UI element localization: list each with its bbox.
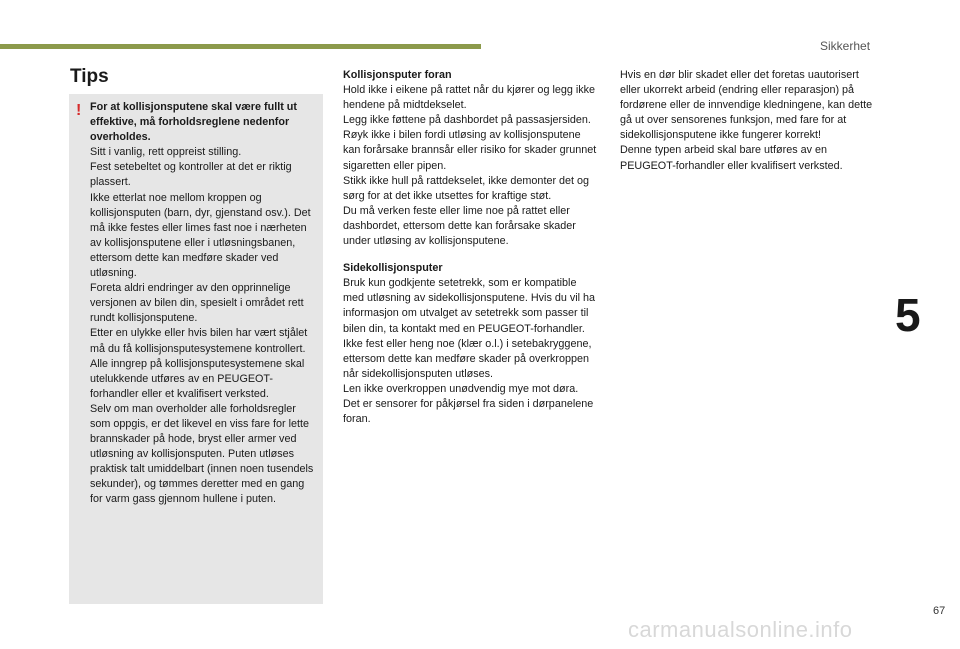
door-damage-body: Hvis en dør blir skadet eller det foretas uautorisert eller ukorrekt arbeid (endring eller reparasjon) på fordørene eller de innvendige kledningene, kan dette gå ut over sensorenes funksjon, med fare for at sidekollisjonsputene ikke fungerer korrekt! Denne typen arbeid skal bare utføres av en PEUGEOT-forhandler eller kvalifisert verksted. bbox=[620, 69, 873, 172]
warning-icon: ! bbox=[76, 102, 82, 119]
tips-body: Sitt i vanlig, rett oppreist stilling. Fest setebeltet og kontroller at det er riktig plassert. Ikke etterlat noe mellom kroppen og kollisjonsputen (barn, dyr, gjenstand osv.). Det må ikke festes eller limes fast noe i nærheten av kollisjonsputene eller i utløsningsbanen, ettersom dette kan medføre skader ved utløsning. Foreta aldri endringer av den opprinnelige versjonen av bilen din, spesielt i området rett rundt kollisjonsputene. Etter en ulykke eller hvis bilen har vært stjålet må du få kollisjonsputesystemene kontrollert. Alle inngrep på kollisjonsputesystemene skal utelukkende utføres av en PEUGEOT-forhandler eller et kvalifisert verksted. Selv om man overholder alle forholdsregler som oppgis, er det likevel en viss fare for lette brannskader på hode, bryst eller armer ved utløsning av kollisjonsputen. Puten utløses praktisk talt umiddelbart (innen noen tusendels sekunder), og tømmes deretter med en gang for varm gass gjennom hullene i puten. bbox=[90, 146, 314, 506]
section-title: Sikkerhet bbox=[820, 39, 871, 53]
tips-heading: For at kollisjonsputene skal være fullt ut effektive, må forholdsreglene nedenfor overholdes. bbox=[90, 101, 297, 144]
front-airbags-title: Kollisjonsputer foran bbox=[343, 69, 452, 81]
side-airbags-title: Sidekollisjonsputer bbox=[343, 262, 443, 275]
chapter-number: 5 bbox=[895, 289, 921, 341]
door-column bbox=[620, 68, 880, 174]
header-accent-bar bbox=[0, 44, 481, 49]
tips-box bbox=[69, 94, 323, 604]
page-number: 67 bbox=[933, 605, 946, 617]
side-airbags-body: Bruk kun godkjente setetrekk, som er kompatible med utløsning av sidekollisjonsputene. Hvis du vil ha informasjon om utvalget av setetrekk som passer til bilen din, ta kontakt med en PEUGEOT-forhandler. Ikke fest eller heng noe (klær o.l.) i setebakryggene, ettersom dette kan medføre skader på overkroppen når sidekollisjonsputen utløses. Len ikke overkroppen unødvendig mye mot døra. Det er sensorer for påkjørsel fra siden i dørpanelene foran. bbox=[343, 277, 596, 426]
airbag-column bbox=[343, 68, 600, 427]
watermark: carmanualsonline.info bbox=[628, 617, 853, 642]
front-airbags-body: Hold ikke i eikene på rattet når du kjører og legg ikke hendene på midtdekselet. Legg ikke føttene på dashbordet på passasjersiden. Røyk ikke i bilen fordi utløsing av kollisjonsputene kan forårsake brannsår eller risiko for skader grunnet sigaretten eller pipen. Stikk ikke hull på rattdekselet, ikke demonter det og sørg for at det ikke utsettes for kraftige støt. Du må verken feste eller lime noe på rattet eller dashbordet, ettersom dette kan forårsake skader under utløsing av kollisjonsputene. bbox=[343, 84, 597, 248]
tips-title: Tips bbox=[70, 66, 109, 87]
